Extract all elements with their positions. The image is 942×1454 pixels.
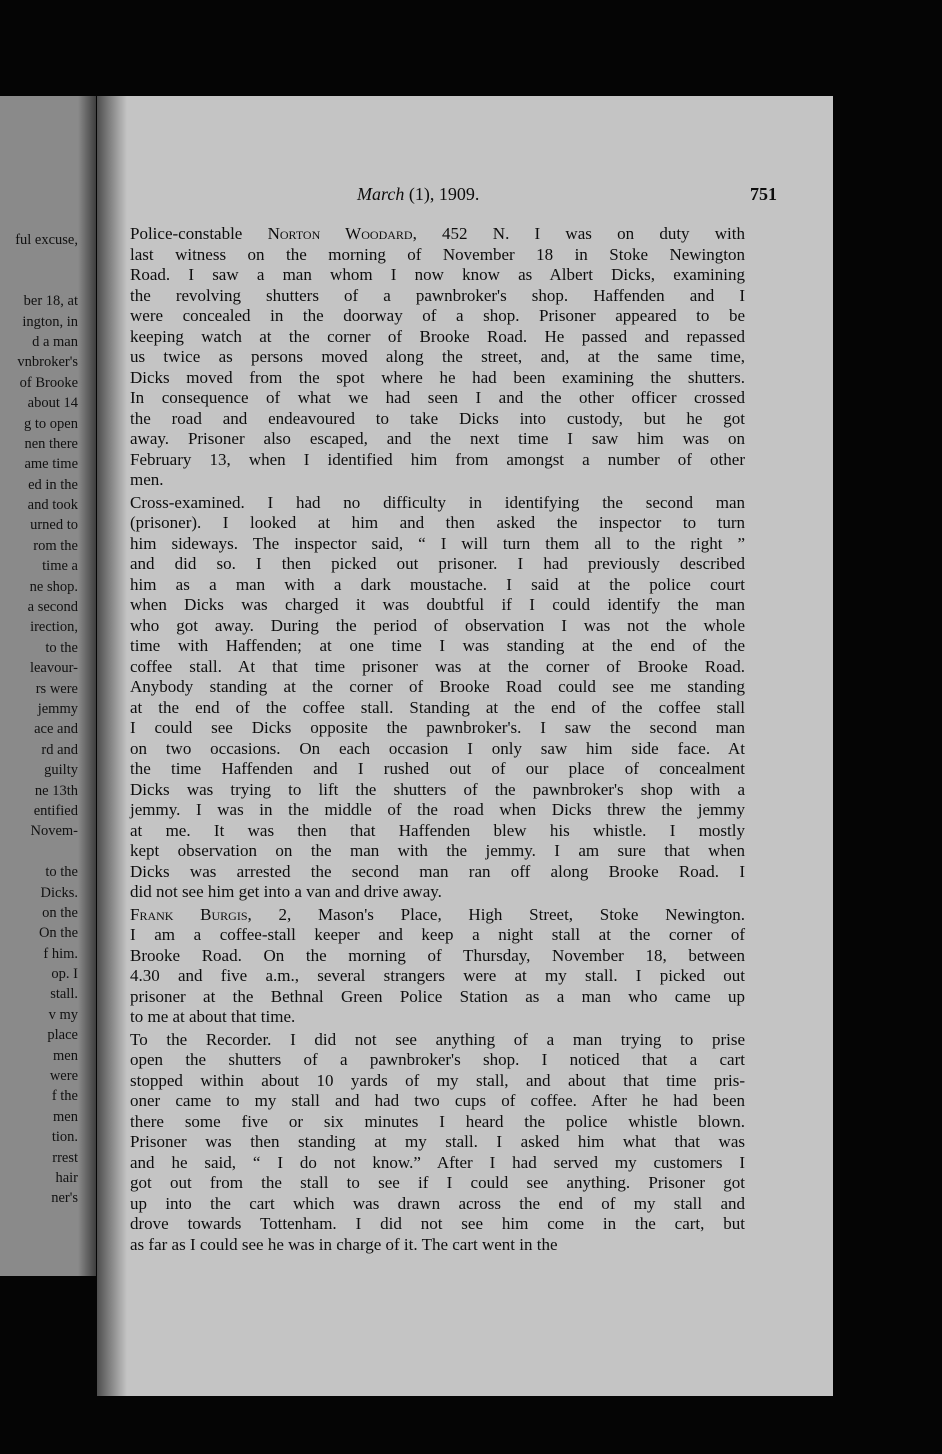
facing-page-line: ace and — [34, 721, 78, 738]
facing-page-line: v my — [48, 1006, 78, 1023]
facing-page-line: Dicks. — [40, 884, 78, 901]
text-line: at me. It was then that Haffenden blew his whistle. I mostly — [130, 820, 745, 840]
text-line: Frank Burgis, 2, Mason's Place, High Street, Stoke Newington. — [130, 904, 745, 924]
page-curve-shadow — [97, 96, 127, 1396]
paragraph — [130, 493, 745, 903]
facing-page-text — [0, 230, 78, 1209]
facing-page-line: leavour- — [29, 660, 78, 677]
book-gutter-shadow — [78, 96, 96, 1276]
text-line: I am a coffee-stall keeper and keep a night stall at the corner of — [130, 925, 745, 944]
text-line: Dicks was trying to lift the shutters of the pawnbroker's shop with a — [130, 779, 745, 799]
facing-page-line: were — [49, 1068, 78, 1085]
facing-page-line: nen there — [24, 435, 78, 452]
text-line: (prisoner). I looked at him and then asked the inspector to turn — [130, 513, 745, 532]
text-line: on two occasions. On each occasion I only saw him side face. At — [130, 738, 745, 758]
text-line: Dicks was arrested the second man ran off along Brooke Road. I — [130, 861, 745, 881]
facing-page-line: ner's — [51, 1190, 78, 1207]
facing-page-line: f him. — [43, 945, 78, 962]
text-line: up into the cart which was drawn across the end of my stall and — [130, 1193, 745, 1213]
facing-page-line: tion. — [51, 1129, 78, 1146]
text-line: the time Haffenden and I rushed out of our place of concealment — [130, 759, 745, 778]
facing-page-line: ber 18, at — [23, 293, 78, 310]
text-line: to me at about that time. — [130, 1007, 296, 1026]
text-line: Cross-examined. I had no difficulty in identifying the second man — [130, 492, 745, 512]
text-line: him as a man with a dark moustache. I said at the police court — [130, 574, 745, 594]
facing-page-line: men — [53, 1108, 78, 1125]
text-line: oner came to my stall and had two cups of coffee. After he had been — [130, 1091, 745, 1110]
facing-page-line: ne 13th — [34, 782, 78, 799]
text-line: did not see him get into a van and drive away. — [130, 882, 442, 901]
facing-page-line: d a man — [32, 333, 78, 350]
facing-page-line — [0, 271, 78, 291]
facing-page-line: to the — [45, 864, 78, 881]
running-header — [357, 184, 777, 210]
facing-page-line: about 14 — [27, 395, 78, 412]
facing-page-line: rrest — [52, 1149, 78, 1166]
text-line: drove towards Tottenham. I did not see him come in the cart, but — [130, 1214, 745, 1233]
facing-page-line: Novem- — [30, 823, 78, 840]
text-line: To the Recorder. I did not see anything of a man trying to prise — [130, 1029, 745, 1049]
text-line: jemmy. I was in the middle of the road when Dicks threw the jemmy — [130, 800, 745, 819]
paragraph — [130, 224, 745, 491]
facing-page-line: of Brooke — [19, 374, 78, 391]
facing-page-line: and took — [27, 497, 78, 514]
text-line: kept observation on the man with the jemmy. I am sure that when — [130, 841, 745, 860]
text-line: men. — [130, 470, 164, 489]
main-page — [97, 96, 833, 1396]
text-line: time with Haffenden; at one time I was standing at the end of the — [130, 636, 745, 655]
text-line: when Dicks was charged it was doubtful if I could identify the man — [130, 595, 745, 614]
paragraph — [130, 905, 745, 1028]
facing-page-line: g to open — [24, 415, 78, 432]
facing-page-line: stall. — [50, 986, 78, 1003]
text-line: who got away. During the period of observation I was not the whole — [130, 615, 745, 635]
facing-page-line: rd and — [41, 741, 78, 758]
facing-page-line: On the — [38, 925, 78, 942]
facing-page-line: f the — [51, 1088, 78, 1105]
facing-page-line: irection, — [30, 619, 78, 636]
facing-page-line: to the — [45, 639, 78, 656]
text-line: were concealed in the doorway of a shop. Prisoner appeared to be — [130, 306, 745, 325]
text-line: 4.30 and five a.m., several strangers were at my stall. I picked out — [130, 966, 745, 985]
header-date-rest: (1), 1909. — [404, 184, 480, 204]
facing-page-line: ed in the — [28, 476, 78, 493]
text-line: away. Prisoner also escaped, and the next time I saw him was on — [130, 429, 745, 448]
facing-page-line: op. I — [51, 966, 78, 983]
facing-page-line: a second — [27, 599, 78, 616]
text-line: us twice as persons moved along the street, and, at the same time, — [130, 347, 745, 366]
text-line: Police-constable Norton Woodard, 452 N. I was on duty with — [130, 224, 746, 243]
text-line: Prisoner was then standing at my stall. I asked him what that was — [130, 1132, 745, 1151]
header-month: March — [357, 184, 405, 204]
text-line: Dicks moved from the spot where he had been examining the shutters. — [130, 367, 745, 387]
facing-page-line — [0, 250, 78, 270]
facing-page-line: ington, in — [22, 313, 78, 330]
facing-page-line: men — [53, 1047, 78, 1064]
text-line: keeping watch at the corner of Brooke Road. He passed and repassed — [130, 326, 745, 346]
text-line: at the end of the coffee stall. Standing at the end of the coffee stall — [130, 697, 745, 717]
text-line: stopped within about 10 yards of my stall, and about that time pris- — [130, 1070, 745, 1090]
body-text — [130, 224, 745, 1255]
text-line: February 13, when I identified him from amongst a number of other — [130, 449, 745, 469]
page-number: 751 — [750, 184, 777, 204]
facing-page-line: urned to — [30, 517, 78, 534]
header-date — [357, 184, 479, 205]
text-line: In consequence of what we had seen I and the other officer crossed — [130, 388, 745, 407]
text-line: Road. I saw a man whom I now know as Albert Dicks, examining — [130, 265, 745, 284]
text-line: open the shutters of a pawnbroker's shop. I noticed that a cart — [130, 1050, 745, 1069]
facing-page-line — [0, 842, 78, 862]
text-line: last witness on the morning of November 18 in Stoke Newington — [130, 244, 745, 264]
text-line: him sideways. The inspector said, “ I will turn them all to the right ” — [130, 533, 745, 553]
facing-page-line: rom the — [33, 537, 78, 554]
facing-page-line: place — [47, 1027, 78, 1044]
facing-page-line: jemmy — [37, 700, 78, 717]
text-line: as far as I could see he was in charge of it. The cart went in the — [130, 1234, 558, 1254]
facing-page-line: ne shop. — [29, 578, 78, 595]
text-line: Anybody standing at the corner of Brooke Road could see me standing — [130, 677, 745, 696]
text-line: and did so. I then picked out prisoner. I had previously described — [130, 554, 745, 573]
background-bottom — [0, 1396, 942, 1454]
facing-page-line: ful excuse, — [15, 232, 78, 248]
text-line: I could see Dicks opposite the pawnbroker's. I saw the second man — [130, 718, 745, 737]
facing-page-line: on the — [42, 904, 78, 921]
facing-page-line: vnbroker's — [17, 354, 78, 371]
paragraph — [130, 1030, 745, 1256]
text-line: and he said, “ I do not know.” After I had served my customers I — [130, 1152, 745, 1172]
facing-page-line: ame time — [24, 456, 78, 473]
text-line: Brooke Road. On the morning of Thursday, November 18, between — [130, 945, 745, 965]
facing-page-line: entified — [33, 802, 78, 819]
text-line: there some five or six minutes I heard the police whistle blown. — [130, 1111, 745, 1131]
text-line: prisoner at the Bethnal Green Police Station as a man who came up — [130, 986, 745, 1006]
facing-page — [0, 96, 96, 1276]
text-line: coffee stall. At that time prisoner was at the corner of Brooke Road. — [130, 656, 745, 676]
facing-page-line: hair — [55, 1169, 78, 1186]
text-line: got out from the stall to see if I could see anything. Prisoner got — [130, 1173, 745, 1192]
facing-page-line: time a — [42, 558, 78, 575]
text-line: the revolving shutters of a pawnbroker's shop. Haffenden and I — [130, 285, 745, 305]
facing-page-line: guilty — [44, 762, 78, 779]
facing-page-line: rs were — [35, 680, 78, 697]
text-line: the road and endeavoured to take Dicks into custody, but he got — [130, 408, 745, 428]
